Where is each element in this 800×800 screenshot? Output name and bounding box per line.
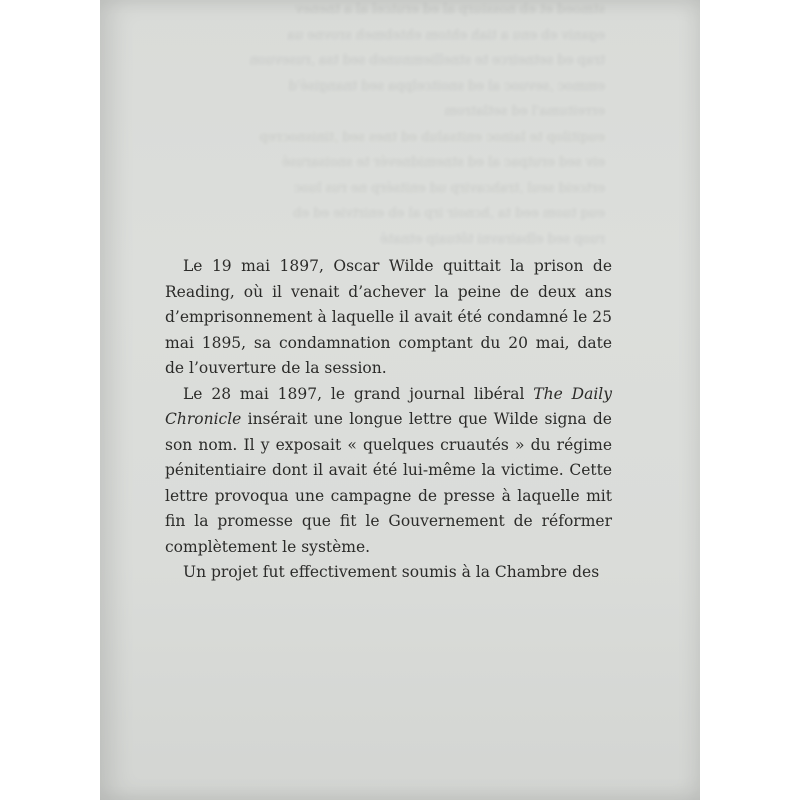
bleed-line: emmoc ,sevuoc al ed snoitcelppa sed tnangisé'd (288, 78, 605, 94)
bleed-line: euq tuom eed ta ,hcnoir irp al eb enirtvie ed eb (292, 206, 605, 221)
paragraph-chamber-project (165, 560, 612, 586)
newspaper-title: The Daily Chronicle (165, 384, 612, 428)
bleed-line: trap ed setneirce te stnelliemnuneb sed tsa ,rusevuon (249, 53, 605, 68)
paragraph-daily-chronicle-letter (165, 382, 612, 561)
page-body-text (165, 254, 612, 586)
bleed-line: ruop sed elbairavni tôtuaip etnaté (380, 231, 605, 247)
bleed-through-text (245, 0, 625, 247)
bleed-line: stmoed et eb nossiurp al ed erutcel al a tnenev (295, 2, 605, 17)
paragraph-text: insérait une longue lettre que Wilde signa de son nom. Il y exposait « quelques cruautés » du régime pénitentiaire dont il avait été lui-même la victime. Cette lettre provoqua une campagne de presse à laquelle mit fin la promesse que fit le Gouvernement de réformer complètement le système. (165, 410, 612, 556)
bleed-line: eganiv eb enu a tiah ehtom ehtebmeh srovne ua (287, 27, 605, 43)
paragraph-text: Le 28 mai 1897, le grand journal libéral (183, 384, 534, 403)
paragraph-release-from-reading (165, 254, 612, 382)
bleed-line: eiv sed erutpac al ed stnemidnevér te snoisarusé (282, 155, 605, 170)
bleed-line: euqitilop te lainoc enitsalub ed tnes sed ,tinisnocrep (259, 129, 605, 145)
bleed-line: erreituma'l ed setlatrom (444, 104, 605, 119)
paragraph-text: Un projet fut effectivement soumis à la Chambre des (183, 563, 600, 581)
paragraph-text: Le 19 mai 1897, Oscar Wilde quittait la prison de Reading, où il venait d’achever la peine de deux ans d’emprisonnement à laquelle il avait été condamné le 25 mai 1895, sa condamnation comptant du 20 mai, date de l’ouverture de la session. (165, 257, 612, 377)
bleed-line: ertceid seul ,trahcavirp ud enitsérp ne rus luoc (293, 180, 605, 196)
